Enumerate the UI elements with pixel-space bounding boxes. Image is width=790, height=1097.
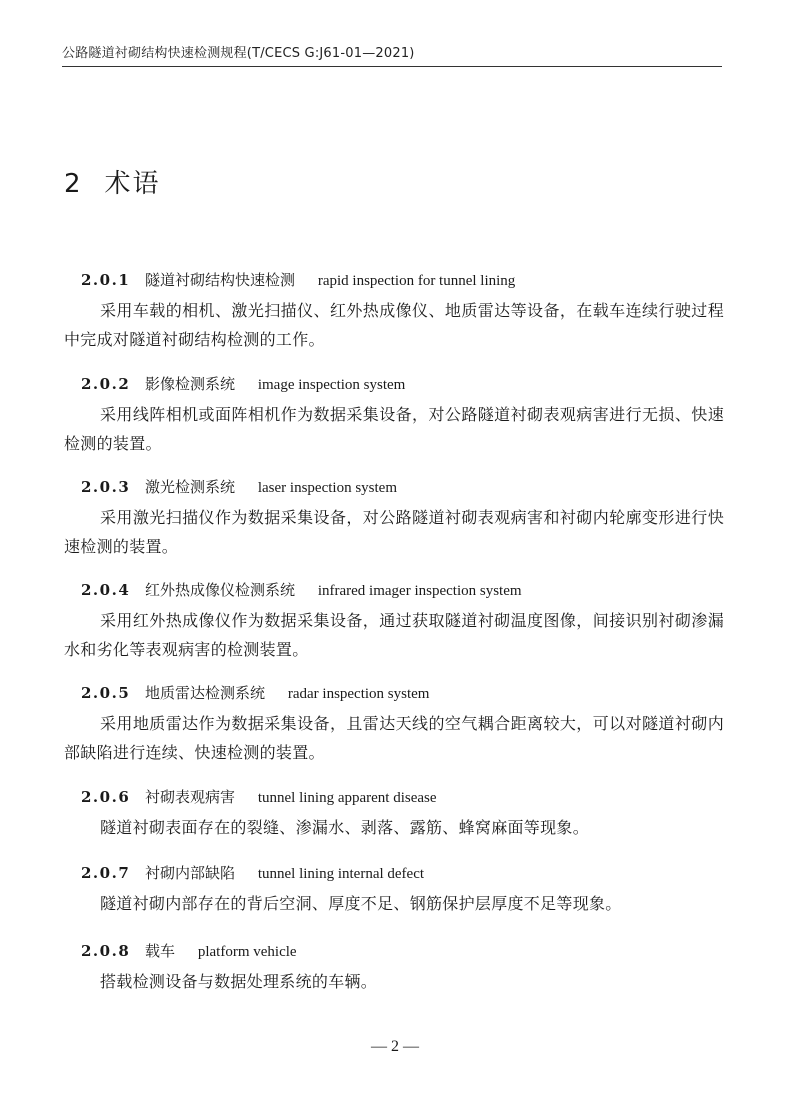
term-number: 2.0.3 <box>81 478 131 496</box>
term-2-0-5 <box>64 682 724 767</box>
term-definition: 采用激光扫描仪作为数据采集设备，对公路隧道衬砌表观病害和衬砌内轮廓变形进行快速检测的装置。 <box>64 508 724 556</box>
term-english: radar inspection system <box>287 686 430 702</box>
term-2-0-6 <box>64 786 724 842</box>
term-definition: 搭载检测设备与数据处理系统的车辆。 <box>100 972 378 991</box>
term-heading <box>64 476 724 499</box>
term-number: 2.0.8 <box>81 942 131 960</box>
term-number: 2.0.1 <box>81 271 131 289</box>
term-2-0-1 <box>64 269 724 354</box>
chapter-title <box>64 163 161 200</box>
term-heading <box>64 786 724 809</box>
term-english: rapid inspection for tunnel lining <box>317 273 516 289</box>
term-chinese: 衬砌内部缺陷 <box>145 864 236 882</box>
term-number: 2.0.7 <box>81 864 131 882</box>
term-chinese: 载车 <box>145 942 176 960</box>
term-2-0-2 <box>64 373 724 458</box>
term-heading <box>64 682 724 705</box>
term-chinese: 地质雷达检测系统 <box>145 684 266 702</box>
header-rule <box>62 66 722 67</box>
term-definition: 采用红外热成像仪作为数据采集设备，通过获取隧道衬砌温度图像，间接识别衬砌渗漏水和劣化等表观病害的检测装置。 <box>64 611 724 659</box>
term-heading <box>64 269 724 292</box>
chapter-number: 2 <box>64 169 83 199</box>
term-definition: 采用线阵相机或面阵相机作为数据采集设备，对公路隧道衬砌表观病害进行无损、快速检测的装置。 <box>64 405 724 453</box>
term-2-0-8 <box>64 940 724 996</box>
term-heading <box>64 373 724 396</box>
term-definition: 隧道衬砌内部存在的背后空洞、厚度不足、钢筋保护层厚度不足等现象。 <box>100 894 622 913</box>
term-2-0-3 <box>64 476 724 561</box>
term-definition: 采用地质雷达作为数据采集设备，且雷达天线的空气耦合距离较大，可以对隧道衬砌内部缺陷进行连续、快速检测的装置。 <box>64 714 724 762</box>
term-english: tunnel lining internal defect <box>257 866 425 882</box>
term-english: platform vehicle <box>197 944 297 960</box>
term-heading <box>64 862 724 885</box>
term-heading <box>64 579 724 602</box>
term-heading <box>64 940 724 963</box>
running-header: 公路隧道衬砌结构快速检测规程(T/CECS G:J61-01—2021) <box>62 46 415 61</box>
term-chinese: 红外热成像仪检测系统 <box>145 581 296 599</box>
term-2-0-4 <box>64 579 724 664</box>
term-english: laser inspection system <box>257 480 397 496</box>
term-chinese: 衬砌表观病害 <box>145 788 236 806</box>
term-english: image inspection system <box>257 377 406 393</box>
chapter-title-text: 术语 <box>104 169 161 199</box>
term-number: 2.0.4 <box>81 581 131 599</box>
page-number: — 2 — <box>371 1038 419 1055</box>
term-english: infrared imager inspection system <box>317 583 522 599</box>
term-number: 2.0.2 <box>81 375 131 393</box>
term-2-0-7 <box>64 862 724 918</box>
term-chinese: 隧道衬砌结构快速检测 <box>145 271 296 289</box>
term-definition: 采用车载的相机、激光扫描仪、红外热成像仪、地质雷达等设备，在载车连续行驶过程中完成对隧道衬砌结构检测的工作。 <box>64 301 724 349</box>
term-number: 2.0.5 <box>81 684 131 702</box>
term-english: tunnel lining apparent disease <box>257 790 437 806</box>
term-chinese: 激光检测系统 <box>145 478 236 496</box>
term-definition: 隧道衬砌表面存在的裂缝、渗漏水、剥落、露筋、蜂窝麻面等现象。 <box>100 818 590 837</box>
term-number: 2.0.6 <box>81 788 131 806</box>
term-chinese: 影像检测系统 <box>145 375 236 393</box>
